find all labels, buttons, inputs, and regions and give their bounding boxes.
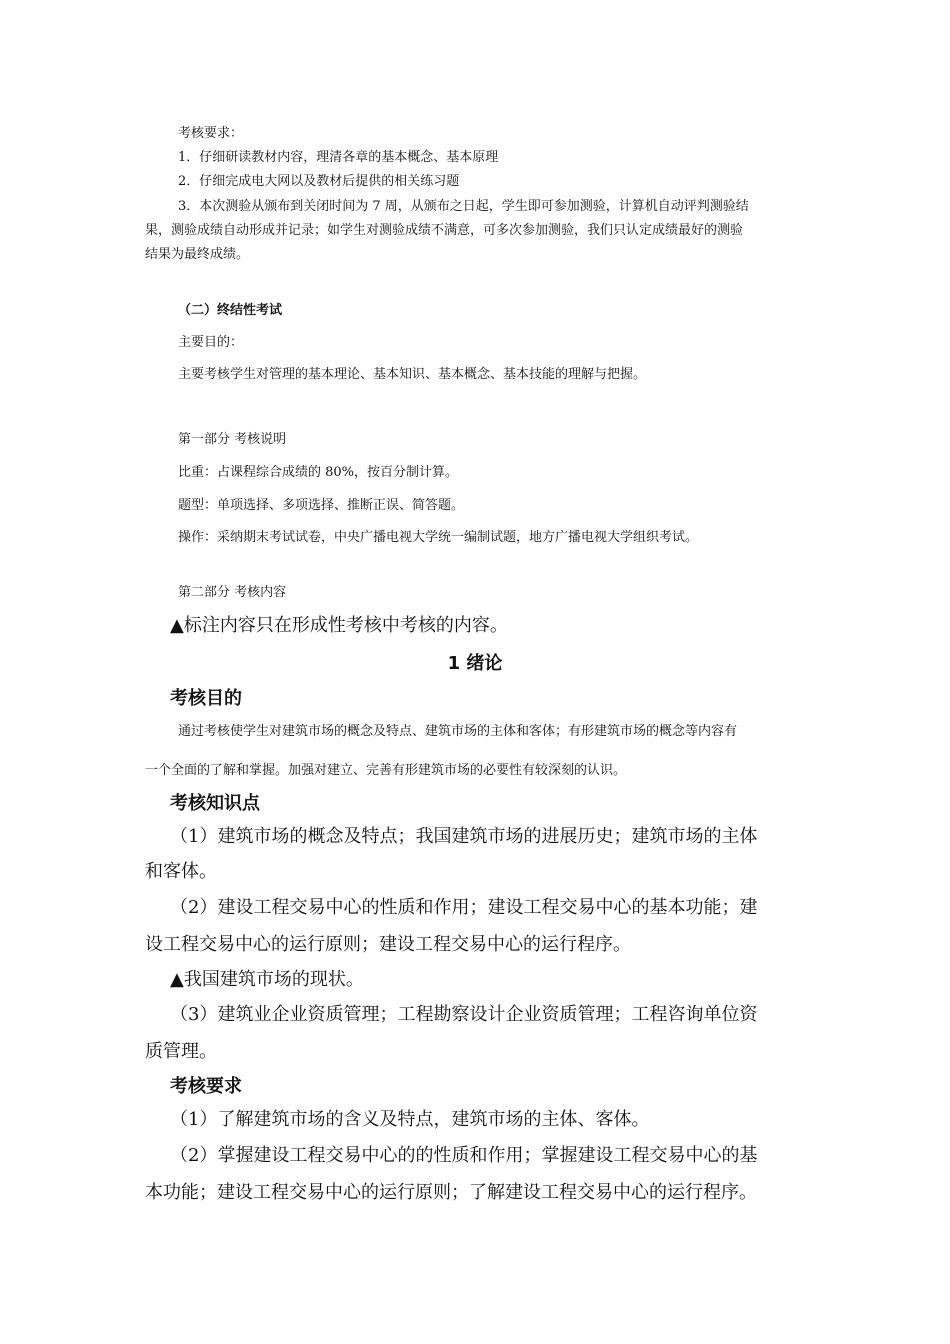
knowledge-point-3-line-2: 质管理。 <box>145 1041 217 1062</box>
knowledge-points-heading: 考核知识点 <box>170 793 260 814</box>
knowledge-point-2-line-1: （2）建设工程交易中心的性质和作用；建设工程交易中心的基本功能；建 <box>170 897 758 918</box>
knowledge-point-1-line-2: 和客体。 <box>145 861 217 882</box>
marked-content-note: ▲标注内容只在形成性考核中考核的内容。 <box>170 615 508 636</box>
part-1-title: 第一部分 考核说明 <box>178 432 287 447</box>
goal-text-line-1: 通过考核使学生对建筑市场的概念及特点、建筑市场的主体和客体；有形建筑市场的概念等内容有 <box>178 724 738 739</box>
purpose-label: 主要目的： <box>178 335 244 350</box>
knowledge-point-2-line-2: 设工程交易中心的运行原则；建设工程交易中心的运行程序。 <box>145 934 631 955</box>
knowledge-point-3-line-1: （3）建筑业企业资质管理；工程勘察设计企业资质管理；工程咨询单位资 <box>170 1004 758 1025</box>
requirement-item-1: 1．仔细研读教材内容，理清各章的基本概念、基本原理 <box>178 150 499 165</box>
chapter-requirement-2-line-2: 本功能；建设工程交易中心的运行原则；了解建设工程交易中心的运行程序。 <box>145 1182 757 1203</box>
goal-text-line-2: 一个全面的了解和掌握。加强对建立、完善有形建筑市场的必要性有较深刻的认识。 <box>145 763 627 778</box>
purpose-text: 主要考核学生对管理的基本理论、基本知识、基本概念、基本技能的理解与把握。 <box>178 367 647 382</box>
requirement-item-3-line-2: 果，测验成绩自动形成并记录；如学生对测验成绩不满意，可多次参加测验，我们只认定成绩最好的测验 <box>145 223 744 238</box>
requirement-item-2: 2．仔细完成电大网以及教材后提供的相关练习题 <box>178 174 460 189</box>
requirement-item-3-line-3: 结果为最终成绩。 <box>145 247 250 262</box>
operation-text: 操作：采纳期末考试试卷，中央广播电视大学统一编制试题，地方广播电视大学组织考试。 <box>178 530 699 545</box>
knowledge-point-marked: ▲我国建筑市场的现状。 <box>170 969 364 990</box>
requirements-heading-chapter: 考核要求 <box>170 1076 242 1097</box>
part-2-title: 第二部分 考核内容 <box>178 585 287 600</box>
requirements-heading: 考核要求： <box>178 126 244 141</box>
chapter-requirement-1: （1）了解建筑市场的含义及特点，建筑市场的主体、客体。 <box>170 1109 650 1130</box>
chapter-requirement-2-line-1: （2）掌握建设工程交易中心的的性质和作用；掌握建设工程交易中心的基 <box>170 1145 758 1166</box>
weight-text: 比重：占课程综合成绩的 80%，按百分制计算。 <box>178 465 459 480</box>
chapter-title: 1 绪论 <box>447 653 503 674</box>
summative-exam-heading: （二）终结性考试 <box>178 303 283 318</box>
knowledge-point-1-line-1: （1）建筑市场的概念及特点；我国建筑市场的进展历史；建筑市场的主体 <box>170 826 758 847</box>
question-types-text: 题型：单项选择、多项选择、推断正误、简答题。 <box>178 498 465 513</box>
requirement-item-3-line-1: 3．本次测验从颁布到关闭时间为 7 周，从颁布之日起，学生即可参加测验，计算机自动评判测验结 <box>178 199 749 214</box>
goal-heading: 考核目的 <box>170 688 242 709</box>
